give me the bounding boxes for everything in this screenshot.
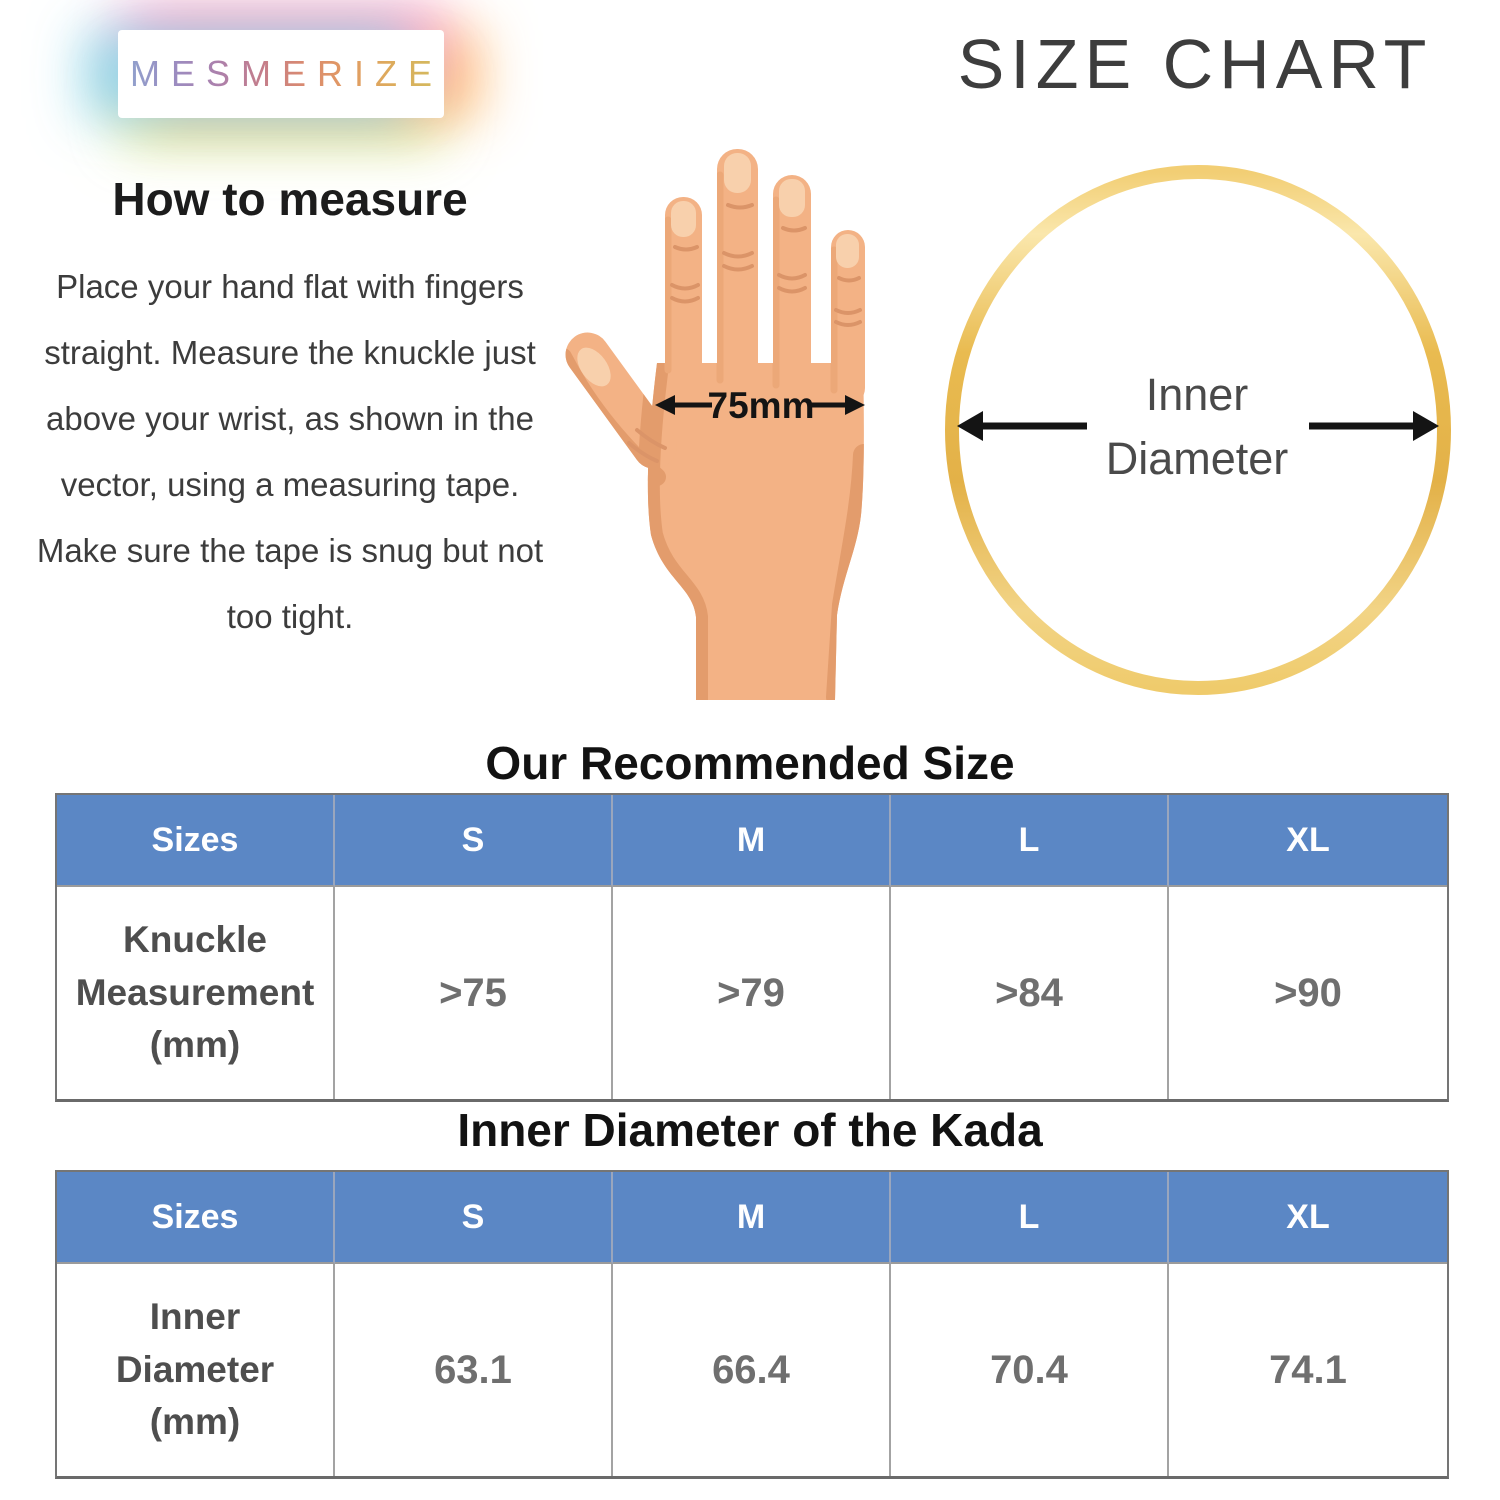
table2-header-s: S [335,1172,613,1264]
arrow-right-icon [1413,411,1439,441]
gold-bangle-ring [952,172,1444,688]
table2-value-s: 63.1 [335,1264,613,1476]
brand-logo-text: MESMERIZE [119,53,443,95]
table1-value-m: >79 [613,887,891,1099]
table1-header-xl: XL [1169,795,1447,887]
table1-header-l: L [891,795,1169,887]
bangle-diagram-svg [935,158,1465,720]
brand-logo [118,30,444,118]
table1-header-sizes: Sizes [57,795,335,887]
inner-diameter-label-line2: Diameter [1105,433,1289,484]
page-title: SIZE CHART [957,25,1433,103]
table1-row-label: Knuckle Measurement (mm) [57,887,335,1099]
table2-header-sizes: Sizes [57,1172,335,1264]
how-to-measure-section [30,172,550,650]
table1-value-xl: >90 [1169,887,1447,1099]
recommended-size-table [55,793,1449,1102]
hand-illustration [545,135,905,735]
hand-diagram-svg [545,135,905,735]
arrow-left-icon [957,411,983,441]
inner-diameter-label-line1: Inner [1145,369,1249,420]
bangle-illustration [935,158,1465,720]
how-to-measure-heading: How to measure [112,173,468,225]
table2-header-xl: XL [1169,1172,1447,1264]
table1-header-s: S [335,795,613,887]
table2-value-m: 66.4 [613,1264,891,1476]
table1-value-l: >84 [891,887,1169,1099]
table1-header-m: M [613,795,891,887]
table2-value-xl: 74.1 [1169,1264,1447,1476]
table2-header-l: L [891,1172,1169,1264]
inner-diameter-table [55,1170,1449,1479]
knuckle-measurement-label: 75mm [707,385,815,426]
table2-value-l: 70.4 [891,1264,1169,1476]
table2-row-label: Inner Diameter (mm) [57,1264,335,1476]
kada-diameter-heading: Inner Diameter of the Kada [457,1104,1043,1156]
table1-value-s: >75 [335,887,613,1099]
table2-header-m: M [613,1172,891,1264]
recommended-size-heading: Our Recommended Size [485,737,1015,789]
how-to-measure-text: Place your hand flat with fingers straight. Measure the knuckle just above your wrist, as shown in the vector, using a measuring tape. Make sure the tape is snug but not too tight. [36,268,544,635]
